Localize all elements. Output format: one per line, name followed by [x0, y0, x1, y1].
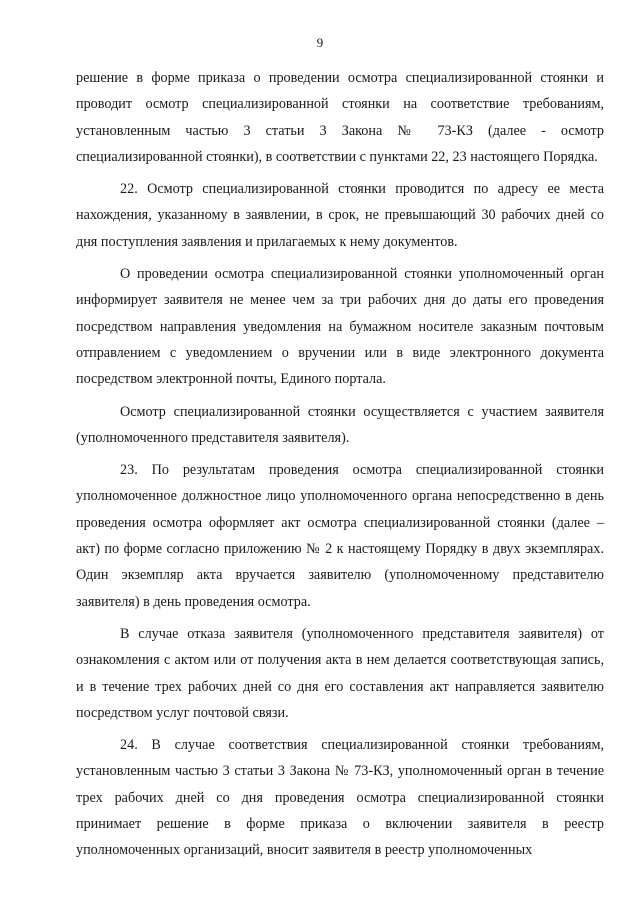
paragraph-item-23: 23. По результатам проведения осмотра специализированной стоянки уполномоченное должностное лицо уполномоченного органа непосредственно в день проведения осмотра оформляет акт осмотра специализированной стоянки (далее – акт) по форме согласно приложению № 2 к настоящему Порядку в двух экземплярах. Один экземпляр акта вручается заявителю (уполномоченному представителю заявителя) в день проведения осмотра. — [76, 462, 604, 610]
paragraph-item-22: 22. Осмотр специализированной стоянки проводится по адресу ее места нахождения, указанному в заявлении, в срок, не превышающий 30 рабочих дней со дня поступления заявления и прилагаемых к нему документов. — [76, 181, 604, 250]
paragraph-notification: О проведении осмотра специализированной стоянки уполномоченный орган информирует заявителя не менее чем за три рабочих дня до даты его проведения посредством направления уведомления на бумажном носителе заказным почтовым отправлением с уведомлением о вручении или в виде электронного документа посредством электронной почты, Единого портала. — [76, 266, 604, 388]
document-body — [76, 65, 604, 870]
paragraph-item-24: 24. В случае соответствия специализированной стоянки требованиям, установленным частью 3 статьи 3 Закона № 73-КЗ, уполномоченный орган в течение трех рабочих дней со дня проведения осмотра специализированной стоянки принимает решение в форме приказа о включении заявителя в реестр уполномоченных организаций, вносит заявителя в реестр уполномоченных — [76, 737, 604, 859]
paragraph-continuation: решение в форме приказа о проведении осмотра специализированной стоянки и проводит осмотр специализированной стоянки на соответствие требованиям, установленным частью 3 статьи 3 Закона № 73-КЗ (далее - осмотр специализированной стоянки), в соответствии с пунктами 22, 23 настоящего Порядка. — [76, 70, 604, 165]
paragraph-participation: Осмотр специализированной стоянки осуществляется с участием заявителя (уполномоченного представителя заявителя). — [76, 403, 604, 446]
paragraph-refusal: В случае отказа заявителя (уполномоченного представителя заявителя) от ознакомления с актом или от получения акта в нем делается соответствующая запись, и в течение трех рабочих дней со дня его составления акт направляется заявителю посредством услуг почтовой связи. — [76, 625, 604, 721]
page-number: 9 — [316, 35, 324, 50]
